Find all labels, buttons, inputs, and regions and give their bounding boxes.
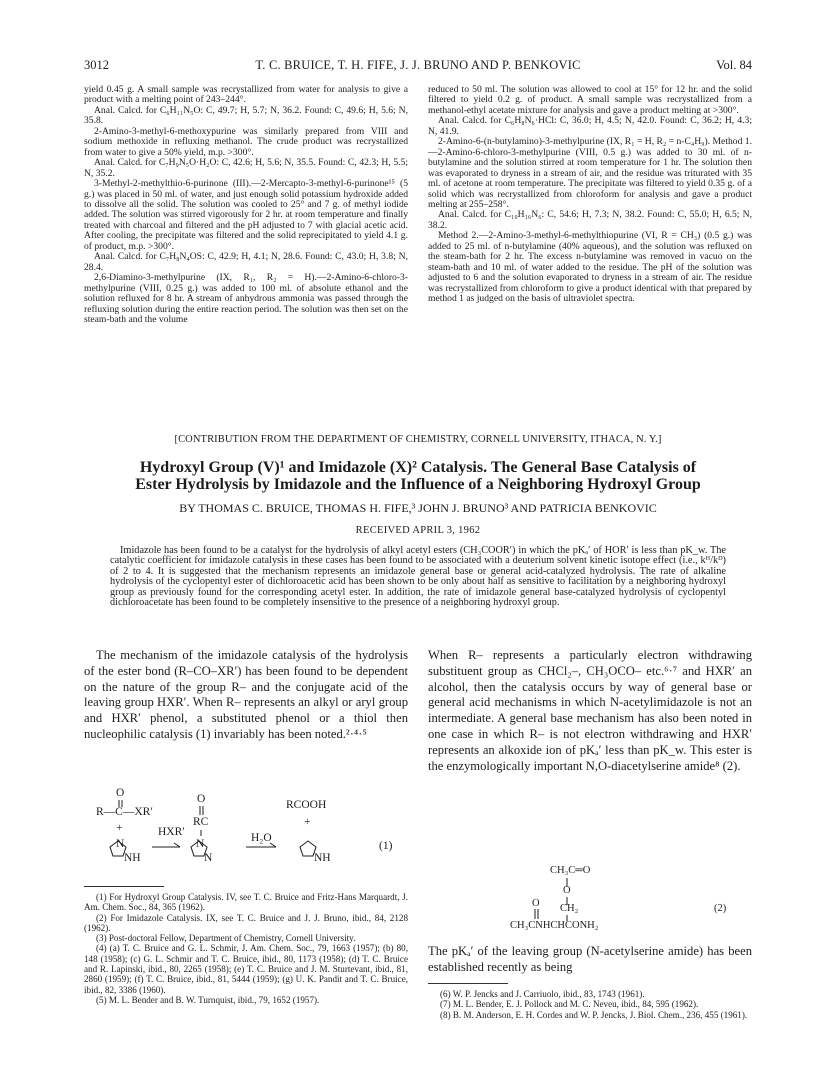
author-byline: BY THOMAS C. BRUICE, THOMAS H. FIFE,³ JOHN J. BRUNO³ AND PATRICIA BENKOVIC [179,501,657,515]
page-number: 3012 [84,58,109,72]
volume-number: Vol. 84 [716,58,752,72]
ester-oxygen: O [563,885,571,896]
footnote: (2) For Imidazole Catalysis. IX, see T. C. Bruice and J. J. Bruno, ibid., 84, 2128 (1962). [84,912,408,933]
amide-oxygen: O [532,898,540,909]
structure-2 [510,865,750,940]
equation-number: (1) [379,840,393,852]
title-line-2: Ester Hydrolysis by Imidazole and the Influence of a Neighboring Hydroxyl Group [135,476,701,493]
running-header [84,58,752,74]
product-nh: NH [314,852,331,864]
acylimidazole-n2: N [204,852,213,864]
experimental-right-column [428,85,752,305]
ester-label: R—C—XR′ [96,806,153,818]
footnotes-right [428,989,752,1020]
contribution-line: [CONTRIBUTION FROM THE DEPARTMENT OF CHEMISTRY, CORNELL UNIVERSITY, ITHACA, N. Y.] [174,434,662,445]
imidazole-nh: NH [124,852,141,864]
abstract [110,546,726,608]
footnote-rule [428,983,508,984]
received-date: RECEIVED APRIL 3, 1962 [355,525,481,536]
equation-number: (2) [714,903,727,914]
leaving-group: HXR′ [158,826,185,838]
carbonyl-o: O [116,787,125,799]
experimental-left-column [84,85,408,325]
footnote: (8) B. M. Anderson, E. H. Cordes and W. P. Jencks, J. Biol. Chem., 236, 455 (1961). [440,1009,748,1020]
footnote: (6) W. P. Jencks and J. Carriuolo, ibid., 83, 1743 (1961). [440,989,645,999]
paragraph: The pKₐ′ of the leaving group (N-acetylserine amide) has been established recently as being [428,944,752,974]
paragraph: Anal. Calcd. for C₇H₈N₄OS: C, 42.9; H, 4.1; N, 28.6. Found: C, 43.0; H, 3.8; N, 28.4. [84,251,408,273]
paragraph: Anal. Calcd. for C₆H₁₁N₅O: C, 49.7; H, 5.7; N, 36.2. Found: C, 49.6; H, 5.6; N, 35.8. [84,104,408,127]
intro-right-continuation [428,944,752,976]
footnote: (7) M. L. Bender, E. J. Pollock and M. C. Neveu, ibid., 84, 595 (1962). [440,999,699,1010]
title-line-1: Hydroxyl Group (V)¹ and Imidazole (X)² Catalysis. The General Base Catalysis of [139,459,697,476]
acetyl-group: CH₃C═O [550,865,591,876]
acyl-rc: RC [193,816,209,828]
paragraph: yield 0.45 g. A small sample was recrystallized from water for analysis to give a product with a melting point of 243–244°. [84,84,408,106]
paragraph: Anal. Calcd. for C₆H₈N₆·HCl: C, 36.0; H, 4.5; N, 42.0. Found: C, 36.2; H, 4.3; N, 41.9. [428,115,752,137]
paragraph: 3-Methyl-2-methylthio-6-purinone (III).—2-Mercapto-3-methyl-6-purinone¹⁵ (5 g.) was placed in 50 ml. of water, and just enough solid potassium hydroxide added to dissolve all the solid. The solution was cooled to 25° and 7 g. of methyl iodide added. The solution was stirred vigorously for 2 hr. at room temperature and finally treated with charcoal and filtered and the pH adjusted to 7 with glacial acetic acid. After cooling, the precipitate was filtered and the solid reprecipitated to yield 4.1 g. of product, m.p. >300°. [84,178,408,252]
paragraph: 2,6-Diamino-3-methylpurine (IX, R₁, R₂ = H).—2-Amino-6-chloro-3-methylpurine (VIII, 0.25 g.) was added to 100 ml. of absolute ethanol and the solution refluxed for 8 hr. A stream of anhydrous ammonia was passed through the refluxing solution during the entire reaction period. The solution was then set on the steam-bath and the volume [84,272,408,325]
footnote: (4) (a) T. C. Bruice and G. L. Schmir, J. Am. Chem. Soc., 79, 1663 (1957); (b) 80, 148 (1958); (c) G. L. Schmir and T. C. Bruice, ibid., 80, 1173 (1958); (d) T. C. Bruice and R. Lapinski, ibid., 80, 2265 (1958); (e) T. C. Bruice and J. M. Sturtevant, ibid., 81, 2860 (1959); (f) T. C. Bruice, ibid., 81, 5444 (1959); (g) U. K. Pandit and T. C. Bruice, ibid., 82, 3386 (1960). [84,943,408,995]
acyl-o: O [197,793,206,805]
footnote: (1) For Hydroxyl Group Catalysis. IV, see T. C. Bruice and Fritz-Hans Marquardt, J. Am. Chem. Soc., 84, 365 (1962). [84,892,408,913]
methylene: CH₂ [560,903,579,914]
paragraph: Anal. Calcd. for C₇H₉N₅O·H₂O: C, 42.6; H, 5.6; N, 35.5. Found: C, 42.3; H, 5.5; N, 35.2. [84,157,408,179]
paragraph: The mechanism of the imidazole catalysis of the hydrolysis of the ester bond (R–CO–XR′) has been found to be dependent on the nature of the group R– and the conjugate acid of the leaving group HXR′. When R– represents an alkyl or aryl group and HXR′ phenol, a substituted phenol or a thiol then nucleophilic catalysis (1) invariably has been noted.²·⁴·⁵ [84,648,408,741]
footnote-rule [84,886,164,887]
serine-amide-chain: CH₃CNHCHCONH₂ [510,920,599,931]
paragraph: When R– represents a particularly electron withdrawing substituent group as CHCl₂–, CH₃OCO– etc.⁶·⁷ and HXR′ an alcohol, then the catalysis occurs by way of general base or general acid mechanisms in which N-acetylimidazole is not an intermediate. A general base mechanism has also been noted in one case in which R– is not electron withdrawing and HXR′ represents an alkoxide ion of pKₐ′ less than pK_w. This ester is the enzymologically important N,O-diacetylserine amide⁸ (2). [428,648,752,773]
paragraph: Method 2.—2-Amino-3-methyl-6-methylthiopurine (VI, R = CH₃) (0.5 g.) was added to 25 ml. of n-butylamine (40% aqueous), and the solution was refluxed on the steam-bath for 2 hr. The excess n-butylamine was removed in vacuo on the steam-bath and 10 ml. of water added to the residue. The pH of the solution was adjusted to 6 and the solution evaporated to dryness in a stream of air. The residue was recrystallized from chloroform to give a product identical with that prepared by method 1 as judged on the basis of ultraviolet spectra. [428,230,752,305]
acylimidazole-n: N [196,838,205,850]
paragraph: Anal. Calcd. for C₁₀H₁₆N₆: C, 54.6; H, 7.3; N, 38.2. Found: C, 55.0; H, 6.5; N, 38.2. [428,209,752,231]
plus-sign: + [304,816,311,828]
acid-product: RCOOH [286,799,327,811]
plus-sign: + [116,822,123,834]
footnote: (3) Post-doctoral Fellow, Department of Chemistry, Cornell University. [96,933,356,944]
scheme-bonds [96,789,406,869]
water-label: H₂O [251,832,272,844]
footnotes-left [84,892,408,1005]
article-title [84,459,752,493]
footnote: (5) M. L. Bender and B. W. Turnquist, ibid., 79, 1652 (1957). [96,994,320,1005]
running-authors: T. C. BRUICE, T. H. FIFE, J. J. BRUNO AND P. BENKOVIC [255,58,581,72]
intro-right-column [428,648,752,774]
intro-left-column [84,648,408,743]
paragraph: 2-Amino-6-(n-butylamino)-3-methylpurine (IX, R₁ = H, R₂ = n-C₄H₉). Method 1.—2-Amino-6-chloro-3-methylpurine (VIII, 0.5 g.) was added to 30 ml. of n-butylamine and the solution stirred at room temperature for 1 hr. The solution then was evaporated to dryness in a stream of air, and the residue was triturated with 35 ml. of acetone at room temperature. The precipitate was filtered to yield 0.35 g. of a solid which was recrystallized from chloroform for analysis and gave a product melting at 255–258°. [428,136,752,210]
abstract-text: Imidazole has been found to be a catalyst for the hydrolysis of alkyl acetyl esters (CH₃COOR′) in which the pKₐ′ of HOR′ is less than pK_w. The catalytic coefficient for imidazole catalysis in these cases has been found to be associated with a deuterium solvent kinetic isotope effect (i.e., kᴴ/kᴰ) of 2 to 4. It is suggested that the mechanism represents an imidazole general base or general acid-catalyzed hydrolysis. The rate of alkaline hydrolysis of the cyclopentyl ester of dichloroacetic acid has been shown to be only about half as sensitive to facilitation by a neighboring hydroxyl group as previously found for the corresponding acetyl ester. In addition, the rate of imidazole general base-catalyzed hydrolysis of cyclopentyl dichloroacetate has been found to be completely insensitive to the presence of a neighboring hydroxyl group. [110,545,726,609]
paragraph: reduced to 50 ml. The solution was allowed to cool at 15° for 12 hr. and the solid filtered to yield 0.2 g. of product. A small sample was recrystallized from a methanol-ethyl acetate mixture for analysis and gave a product melting at >300°. [428,84,752,116]
imidazole-n: N [116,838,125,850]
paragraph: 2-Amino-3-methyl-6-methoxypurine was similarly prepared from VIII and sodium methoxide in refluxing methanol. The crude product was recrystallized from water to give a 50% yield, m.p. >300°. [84,125,408,158]
reaction-scheme-1 [96,789,406,869]
